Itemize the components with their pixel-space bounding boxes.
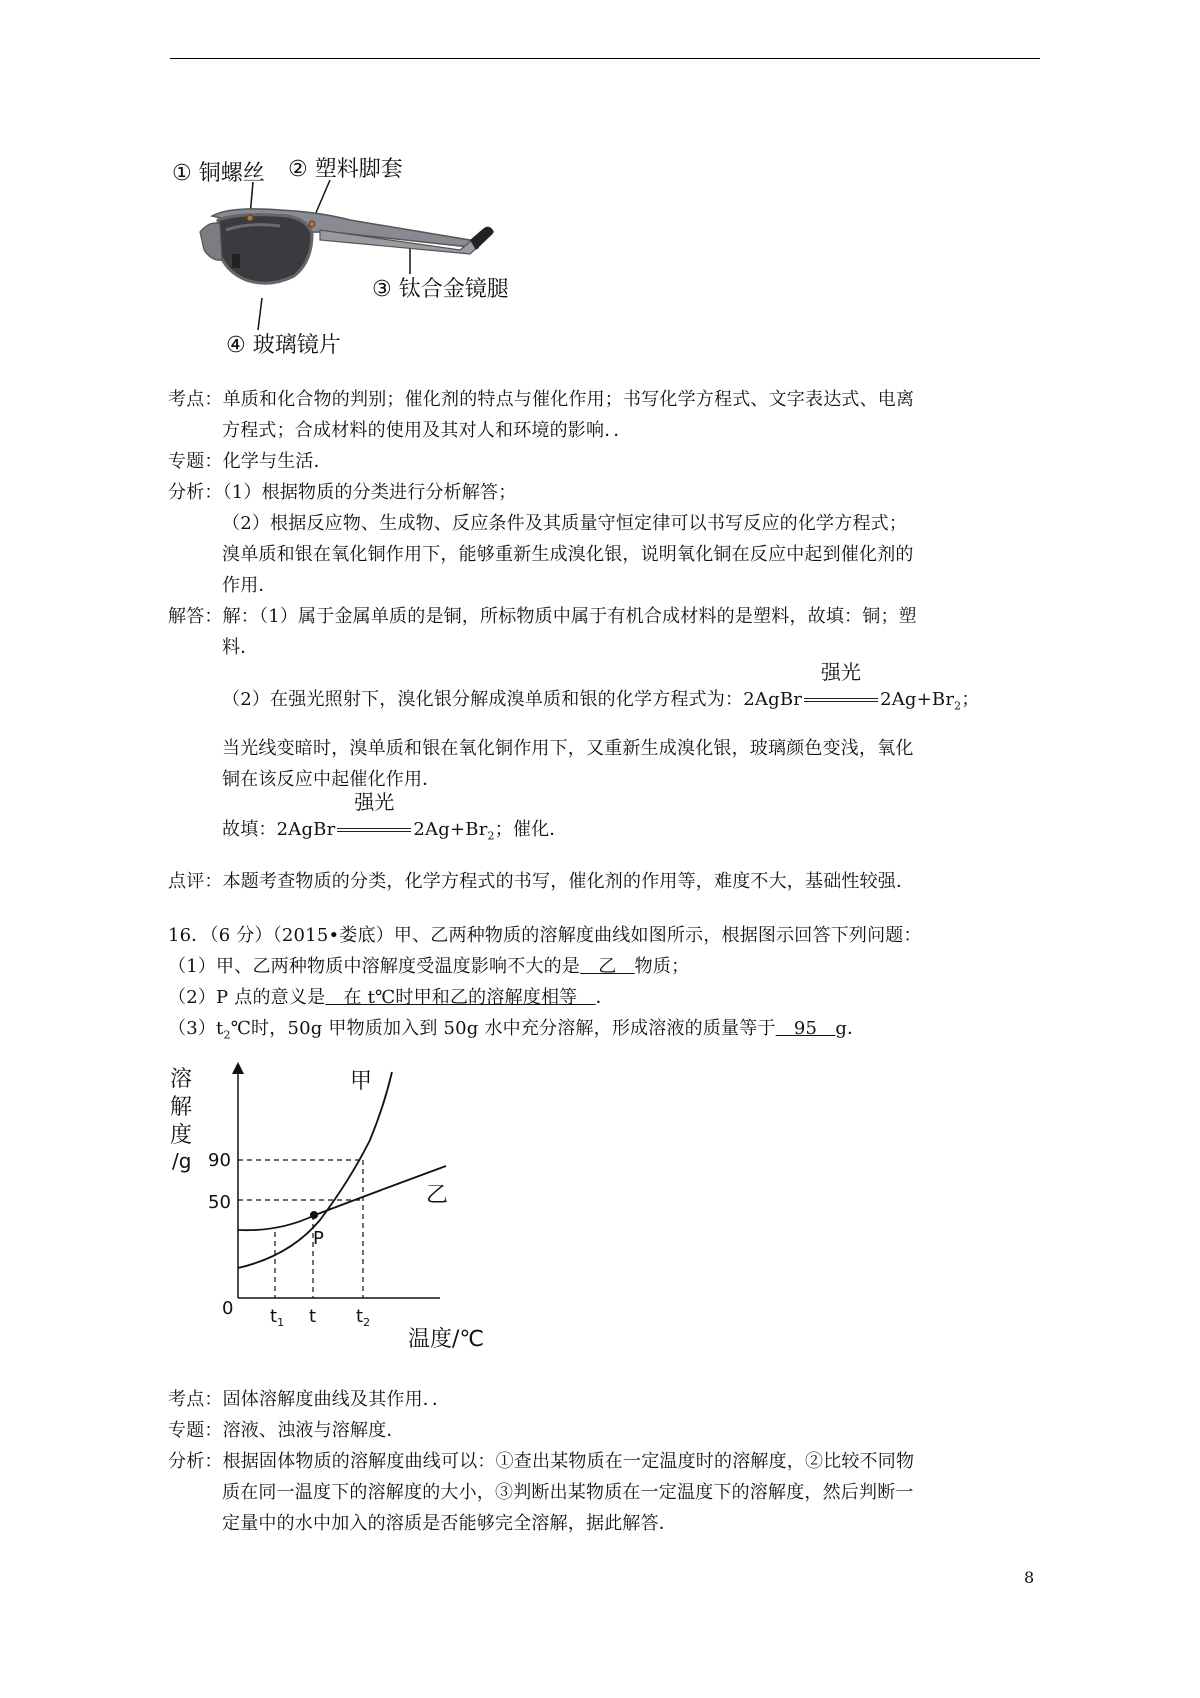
q16-2-pre: （2）P 点的意义是 bbox=[168, 987, 326, 1008]
x-axis-label: 温度/℃ bbox=[408, 1327, 485, 1350]
dianping-label: 点评： bbox=[168, 871, 223, 892]
point-p bbox=[310, 1211, 318, 1219]
equation-subscript: 2 bbox=[954, 699, 962, 713]
q16-fenxi-text-3: 定量中的水中加入的溶质是否能够完全溶解，据此解答． bbox=[222, 1513, 677, 1534]
q16-fenxi-label: 分析： bbox=[168, 1451, 223, 1472]
q16-zhuanti-text: 溶液、浊液与溶解度． bbox=[222, 1420, 405, 1441]
guzhen-post: ；催化． bbox=[494, 819, 568, 840]
q16-3-post: g． bbox=[835, 1018, 866, 1039]
jieda-text-1: 解：（1）属于金属单质的是铜，所标物质中属于有机合成材料的是塑料，故填：铜；塑 bbox=[222, 606, 917, 627]
reaction-arrow bbox=[804, 660, 878, 712]
y-axis-label-4: /g bbox=[172, 1149, 192, 1173]
sunglasses-figure bbox=[170, 150, 530, 360]
jieda-text-5: 铜在该反应中起催化作用． bbox=[222, 769, 441, 790]
equation-end: ； bbox=[961, 689, 980, 710]
zhuanti-label: 专题： bbox=[168, 451, 223, 472]
q16-zhuanti-label: 专题： bbox=[168, 1420, 223, 1441]
x-tick-t: t bbox=[309, 1306, 317, 1327]
q16-1-pre: （1）甲、乙两种物质中溶解度受温度影响不大的是 bbox=[168, 956, 581, 977]
zhuanti-text: 化学与生活． bbox=[222, 451, 332, 472]
origin-label: 0 bbox=[222, 1298, 234, 1319]
equation-products-2: 2Ag+Br bbox=[413, 819, 488, 840]
fenxi-text-4: 作用． bbox=[222, 575, 277, 596]
y-tick-90: 90 bbox=[208, 1150, 231, 1171]
q16-2-post: ． bbox=[595, 987, 614, 1008]
x-tick-t1: $t_1$ bbox=[270, 1306, 285, 1329]
fenxi-text-3: 溴单质和银在氧化铜作用下，能够重新生成溴化银，说明氧化铜在反应中起到催化剂的 bbox=[222, 544, 914, 565]
q16-fenxi-text-2: 质在同一温度下的溶解度的大小，③判断出某物质在一定温度下的溶解度，然后判断一 bbox=[222, 1482, 914, 1503]
q16-3-sub: 2 bbox=[223, 1028, 231, 1042]
fenxi-text-2: （2）根据反应物、生成物、反应条件及其质量守恒定律可以书写反应的化学方程式； bbox=[222, 513, 908, 534]
q16-3-pre: （3）t bbox=[168, 1018, 224, 1039]
point-p-label: P bbox=[313, 1228, 324, 1249]
equation-subscript-2: 2 bbox=[487, 829, 495, 843]
q16-3-mid: ℃时，50g 甲物质加入到 50g 水中充分溶解，形成溶液的质量等于 bbox=[230, 1018, 776, 1039]
jieda-text-3: （2）在强光照射下，溴化银分解成溴单质和银的化学方程式为：2AgBr bbox=[222, 689, 803, 710]
kaodian-label: 考点： bbox=[168, 389, 223, 410]
series-label-yi: 乙 bbox=[426, 1183, 449, 1208]
q16-1-post: 物质； bbox=[634, 956, 690, 977]
reaction-condition: 强光 bbox=[820, 660, 862, 684]
jieda-label: 解答： bbox=[168, 606, 223, 627]
page-number: 8 bbox=[1024, 1568, 1035, 1587]
y-axis-label-1: 溶 bbox=[170, 1067, 193, 1092]
fenxi-text-1: （1）根据物质的分类进行分析解答； bbox=[222, 482, 517, 503]
q16-2-answer: 在 t℃时甲和乙的溶解度相等 bbox=[325, 987, 596, 1008]
q16-3-answer: 95 bbox=[775, 1018, 836, 1039]
reaction-arrow-2 bbox=[337, 790, 411, 842]
y-axis-label-3: 度 bbox=[170, 1123, 193, 1148]
solubility-chart bbox=[170, 1060, 510, 1350]
q16-stem: 16．（6 分）（2015•娄底）甲、乙两种物质的溶解度曲线如图所示，根据图示回答下列问题： bbox=[168, 925, 922, 946]
glasses-label-3: ③ 钛合金镜腿 bbox=[372, 277, 509, 302]
glasses-label-2: ② 塑料脚套 bbox=[288, 157, 403, 182]
kaodian-text-2: 方程式；合成材料的使用及其对人和环境的影响．． bbox=[222, 420, 632, 441]
q16-kaodian-label: 考点： bbox=[168, 1389, 223, 1410]
jieda-text-4: 当光线变暗时，溴单质和银在氧化铜作用下，又重新生成溴化银，玻璃颜色变浅，氧化 bbox=[222, 738, 914, 759]
q16-kaodian-text: 固体溶解度曲线及其作用．． bbox=[222, 1389, 451, 1410]
fenxi-label: 分析： bbox=[168, 482, 223, 503]
equation-products: 2Ag+Br bbox=[880, 689, 955, 710]
kaodian-text-1: 单质和化合物的判别；催化剂的特点与催化作用；书写化学方程式、文字表达式、电离 bbox=[222, 389, 915, 410]
header-rule bbox=[170, 58, 1040, 59]
glasses-label-4: ④ 玻璃镜片 bbox=[226, 333, 341, 358]
equation-line-2 bbox=[222, 790, 568, 849]
q16-1-answer: 乙 bbox=[580, 956, 635, 977]
curve-yi bbox=[238, 1166, 449, 1230]
equation-line-1 bbox=[222, 660, 980, 719]
glasses-label-1: ① 铜螺丝 bbox=[172, 161, 265, 186]
y-tick-50: 50 bbox=[208, 1192, 231, 1213]
guzhen-pre: 故填：2AgBr bbox=[222, 819, 336, 840]
series-label-jia: 甲 bbox=[350, 1069, 373, 1094]
y-axis-label-2: 解 bbox=[170, 1095, 193, 1120]
reaction-condition-2: 强光 bbox=[354, 790, 395, 814]
x-tick-t2: $t_2$ bbox=[356, 1306, 371, 1329]
q16-fenxi-text-1: 根据固体物质的溶解度曲线可以：①查出某物质在一定温度时的溶解度，②比较不同物 bbox=[222, 1451, 915, 1472]
dianping-text: 本题考查物质的分类，化学方程式的书写，催化剂的作用等，难度不大，基础性较强． bbox=[222, 871, 915, 892]
jieda-text-2: 料． bbox=[222, 637, 259, 658]
